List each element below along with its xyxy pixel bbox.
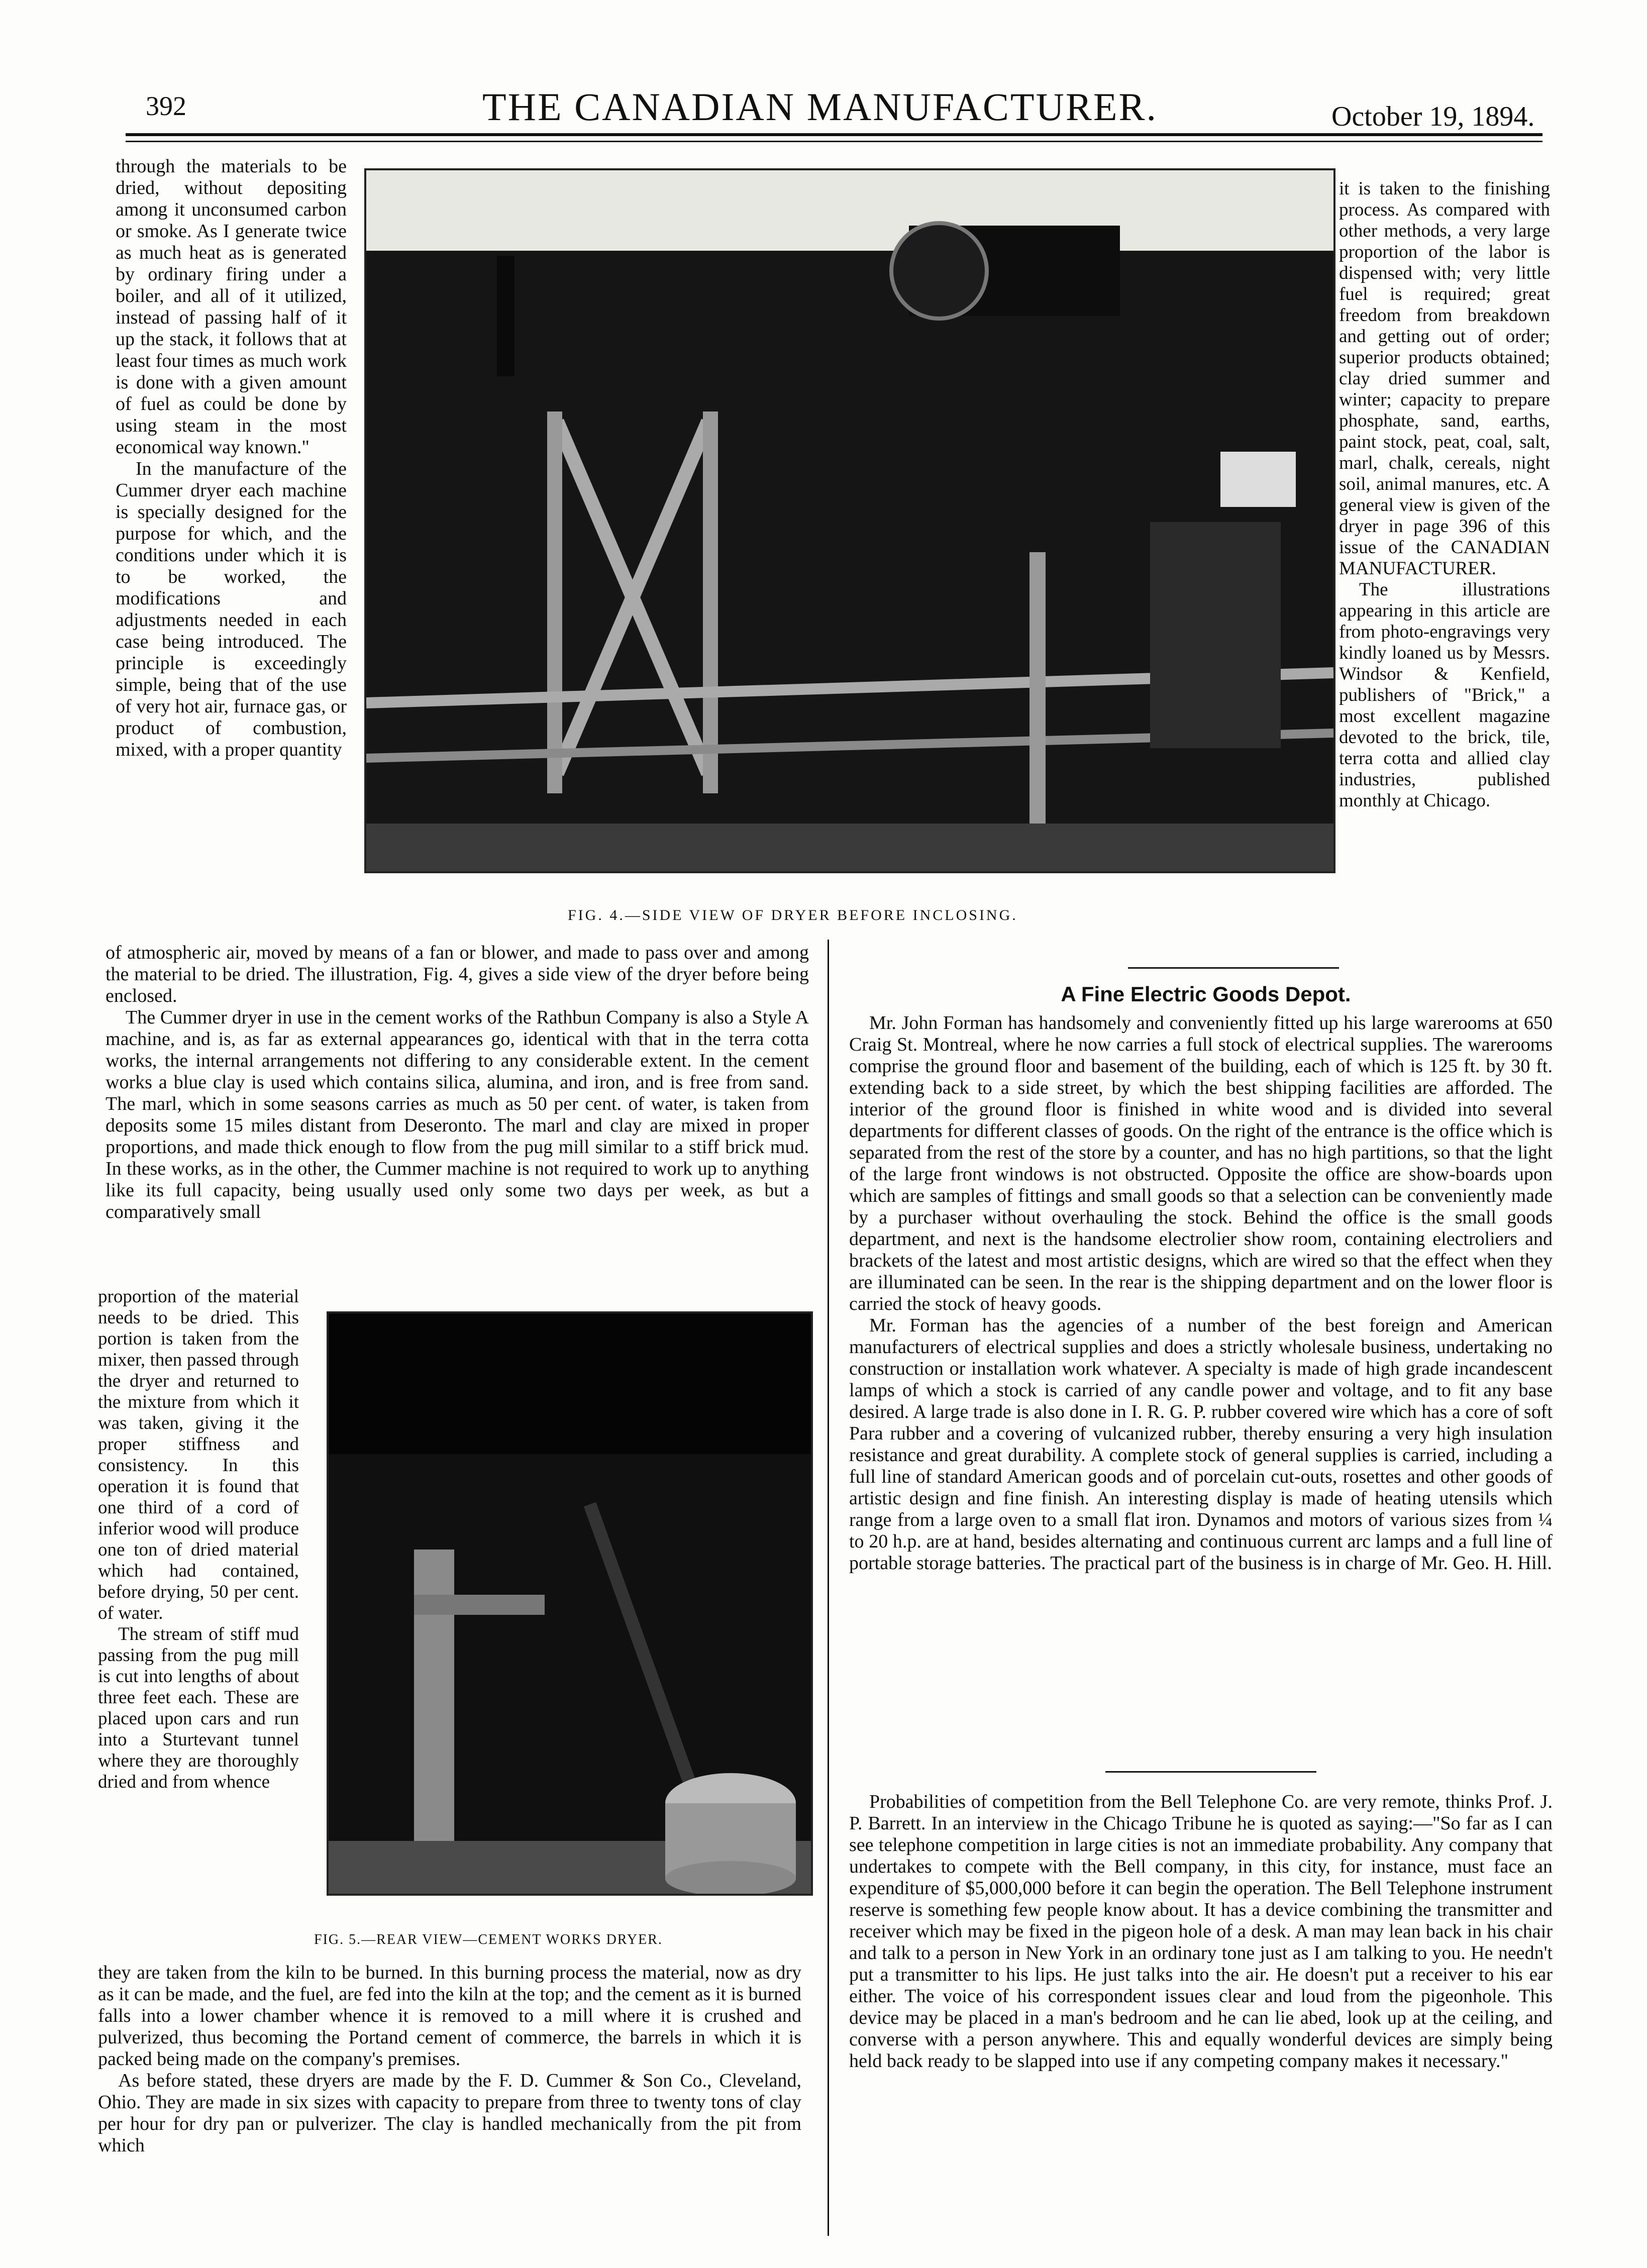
left-p3-side: proportion of the material needs to be dried. This portion is taken from the mixer, then passed through the dryer and returned to the mixture from which it was taken, giving it the proper stiffness and consistency. In this operation it is found that one third of a cord of inferior wood will produce one ton of dried material which had contained, before drying, 50 per cent. of water. <box>98 1286 299 1623</box>
page-title: THE CANADIAN MANUFACTURER. <box>482 85 1158 129</box>
article2-body <box>849 1012 1553 1574</box>
article2-p2: Mr. Forman has the agencies of a number of the best foreign and American manufacturers of electrical supplies and does a strictly wholesale business, undertaking no construction or installation work whatever. A specialty is made of high grade incandescent lamps of which a stock is carried of any candle power and voltage, and to fit any base desired. A large trade is also done in I. R. G. P. rubber covered wire which has a core of soft Para rubber and a covering of vulcanized rubber, thereby ensuring a very high insulation resistance and great durability. A complete stock of general supplies is carried, including a full line of standard American goods and of porcelain cut-outs, rosettes and other goods of artistic design and fine finish. An interesting display is made of heating utensils which range from a large oven to a small flat iron. Dynamos and motors of various sizes from ¼ to 20 h.p. are at hand, besides alternating and continuous current arc lamps and a full line of portable storage batteries. The practical part of the business is in charge of Mr. Geo. H. Hill. <box>849 1315 1553 1574</box>
left-col-mid <box>106 942 809 1223</box>
fig5-photo <box>327 1311 813 1896</box>
article2-p1: Mr. John Forman has handsomely and conveniently fitted up his large warerooms at 650 Craig St. Montreal, where he now carries a full stock of electrical supplies. The warerooms comprise the ground floor and basement of the building, each of which is 125 ft. by 30 ft. extending back to a side street, by which the best shipping facilities are afforded. The interior of the ground floor is finished in white wood and is divided into several departments for different classes of goods. On the right of the entrance is the office which is separated from the rest of the store by a counter, and has no high partitions, so that the light of the large front windows is not obstructed. Opposite the office are show-boards upon which are samples of fittings and small goods so that a selection can be conveniently made by a purchaser without overhauling the stock. Behind the office is the small goods department, and next is the handsome electrolier show room, containing electroliers and brackets of the latest and most artistic designs, which are wired so that the effect when they are illuminated can be seen. In the rear is the shipping department and on the lower floor is carried the stock of heavy goods. <box>849 1012 1553 1314</box>
header-rule-bottom <box>126 141 1542 142</box>
left-p2: In the manufacture of the Cummer dryer each machine is specially designed for the purpose for which, and the conditions under which it is to be worked, the modifications and adjustments needed in each case being introduced. The principle is exceedingly simple, being that of the use of very hot air, furnace gas, or product of combustion, mixed, with a proper quantity <box>116 458 347 760</box>
left-col-bottom <box>98 1962 801 2156</box>
header-rule-top <box>126 133 1542 136</box>
right-col-top <box>1339 178 1550 811</box>
left-p4-cont: they are taken from the kiln to be burned. In this burning process the material, now as dry as it can be made, and the fuel, are fed into the kiln at the top; and the cement as it is burned falls into a lower chamber whence it is removed to a mill where it is crushed and pulverized, thus becoming the Portand cement of commerce, the barrels in which it is packed being made on the company's premises. <box>98 1962 801 2070</box>
article-heading-electric-goods: A Fine Electric Goods Depot. <box>1061 982 1351 1006</box>
section-rule-2 <box>1105 1771 1316 1773</box>
section-rule-1 <box>1128 967 1339 969</box>
right-top-p1: it is taken to the finishing process. As compared with other methods, a very large proportion of the labor is dispensed with; very little fuel is required; great freedom from breakdown and getting out of order; superior products obtained; clay dried summer and winter; capacity to prepare phosphate, sand, earths, paint stock, peat, coal, salt, marl, chalk, cereals, night soil, animal manures, etc. A general view is given of the dryer in page 396 of this issue of the CANADIAN MANUFACTURER. <box>1339 178 1550 579</box>
left-p1: through the materials to be dried, without depositing among it unconsumed carbon or smoke. As I generate twice as much heat as is generated by ordinary firing under a boiler, and all of it utilized, instead of passing half of it up the stack, it follows that at least four times as much work is done with a given amount of fuel as could be done by using steam in the most economical way known." <box>116 156 347 458</box>
fig4-photo <box>364 168 1335 873</box>
page-number: 392 <box>146 91 186 121</box>
fig5-dryer-illustration <box>329 1313 811 1894</box>
left-col-top <box>116 156 347 761</box>
left-p2-cont: of atmospheric air, moved by means of a fan or blower, and made to pass over and among the material to be dried. The illustration, Fig. 4, gives a side view of the dryer before being enclosed. <box>106 942 809 1006</box>
fig4-caption: FIG. 4.—SIDE VIEW OF DRYER BEFORE INCLOSING. <box>568 907 1018 923</box>
left-p4-side: The stream of stiff mud passing from the pug mill is cut into lengths of about three feet each. These are placed upon cars and run into a Sturtevant tunnel where they are thoroughly dried and from whence <box>98 1624 299 1792</box>
left-p5: As before stated, these dryers are made by the F. D. Cummer & Son Co., Cleveland, Ohio. They are made in six sizes with capacity to prepare from three to twenty tons of clay per hour for dry pan or pulverizer. The clay is handled mechanically from the pit from which <box>98 2070 801 2156</box>
left-p3: The Cummer dryer in use in the cement works of the Rathbun Company is also a Style A machine, and is, as far as external appearances go, identical with that in the terra cotta works, the internal arrangements not differing to any considerable extent. In the cement works a blue clay is used which contains silica, alumina, and iron, and is free from sand. The marl, which in some seasons carries as much as 50 per cent. of water, is taken from deposits some 15 miles distant from Deseronto. The marl and clay are mixed in proper proportions, and made thick enough to flow from the pug mill similar to a stiff brick mud. In these works, as in the other, the Cummer machine is not required to work up to anything like its full capacity, being usually used only some two days per week, as but a comparatively small <box>106 1007 809 1222</box>
column-divider <box>828 940 829 2236</box>
right-top-p2: The illustrations appearing in this article are from photo-engravings very kindly loaned us by Messrs. Windsor & Kenfield, publishers of "Brick," a most excellent magazine devoted to the brick, tile, terra cotta and allied clay industries, published monthly at Chicago. <box>1339 579 1550 811</box>
article3-p1: Probabilities of competition from the Bell Telephone Co. are very remote, thinks Prof. J. P. Barrett. In an interview in the Chicago Tribune he is quoted as saying:—"So far as I can see telephone competition in large cities is not an immediate probability. Any company that undertakes to compete with the Bell company, in this city, for instance, must face an expenditure of $5,000,000 before it can begin the operation. The Bell Telephone instrument reserve is something few people know about. It has a device combining the transmitter and receiver which may be fixed in the pigeon hole of a desk. A man may lean back in his chair and talk to a person in New York in an ordinary tone just as I am talking to you. He needn't put a transmitter to his lips. He just talks into the air. He doesn't put a receiver to his ear either. The voice of his correspondent issues clear and loud from the pigeonhole. This device may be placed in a man's bedroom and he can lie abed, look up at the ceiling, and converse with a person anywhere. This and equally wonderful devices are simply being held back ready to be slapped into use if any competing company makes it necessary." <box>849 1791 1553 2072</box>
left-col-side <box>98 1286 299 1793</box>
fig4-dryer-illustration <box>366 170 1333 871</box>
article3-body <box>849 1791 1553 2072</box>
issue-date: October 19, 1894. <box>1331 101 1535 132</box>
fig5-caption: FIG. 5.—REAR VIEW—CEMENT WORKS DRYER. <box>314 1932 663 1947</box>
